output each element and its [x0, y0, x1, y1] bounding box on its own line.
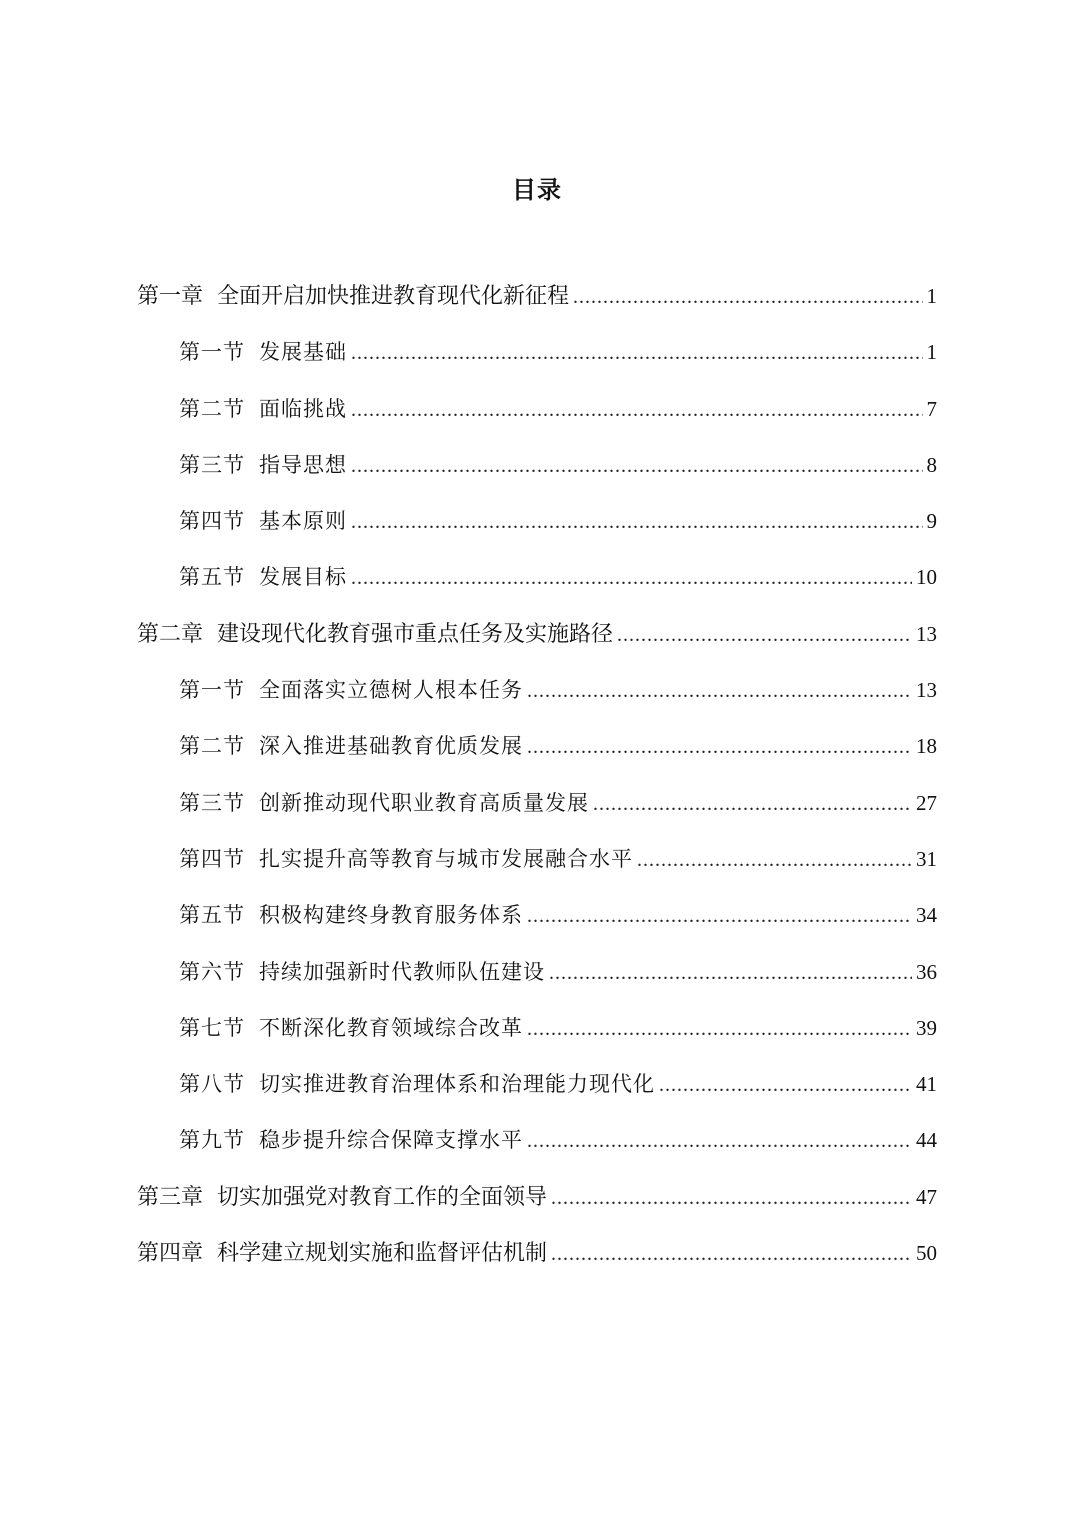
- dot-leader: [593, 776, 912, 831]
- entry-title: 不断深化教育领域综合改革: [259, 1015, 523, 1040]
- entry-number: 第三章: [137, 1184, 204, 1210]
- page-number: 1: [926, 284, 937, 308]
- dot-leader: [351, 550, 912, 605]
- toc-entry-section[interactable]: [137, 381, 937, 437]
- toc-entry-section[interactable]: [137, 493, 937, 549]
- entry-number: 第四节: [179, 846, 245, 871]
- toc-list: [137, 268, 937, 1281]
- page-number: 9: [926, 509, 937, 534]
- entry-number: 第五节: [179, 903, 245, 928]
- entry-title: 发展目标: [259, 565, 347, 590]
- page-number: 10: [916, 565, 937, 590]
- dot-leader: [551, 1170, 912, 1225]
- toc-entry-section[interactable]: [137, 775, 937, 831]
- toc-entry-section[interactable]: [137, 887, 937, 943]
- entry-title: 指导思想: [259, 452, 347, 477]
- page-number: 8: [926, 452, 937, 477]
- dot-leader: [351, 494, 923, 549]
- page-number: 41: [916, 1072, 937, 1097]
- dot-leader: [637, 832, 912, 887]
- entry-title: 发展基础: [259, 340, 347, 365]
- page-number: 13: [916, 621, 937, 646]
- entry-number: 第一节: [179, 340, 245, 365]
- entry-title: 切实加强党对教育工作的全面领导: [217, 1184, 548, 1210]
- page-number: 27: [916, 790, 937, 815]
- page-number: 44: [916, 1128, 937, 1153]
- entry-number: 第三节: [179, 452, 245, 477]
- entry-number: 第二节: [179, 396, 245, 421]
- entry-number: 第一节: [179, 678, 245, 703]
- toc-entry-section[interactable]: [137, 662, 937, 718]
- entry-number: 第一章: [137, 284, 204, 309]
- entry-number: 第九节: [179, 1128, 245, 1153]
- entry-title: 科学建立规划实施和监督评估机制: [217, 1241, 548, 1267]
- entry-number: 第五节: [179, 565, 245, 590]
- entry-title: 切实推进教育治理体系和治理能力现代化: [259, 1072, 655, 1097]
- toc-title: 目录: [512, 176, 562, 204]
- page-number: 50: [916, 1241, 937, 1266]
- entry-title: 面临挑战: [259, 396, 347, 421]
- toc-entry-section[interactable]: [137, 718, 937, 774]
- entry-title: 持续加强新时代教师队伍建设: [259, 959, 545, 984]
- entry-title: 积极构建终身教育服务体系: [259, 903, 523, 928]
- entry-title: 全面开启加快推进教育现代化新征程: [217, 284, 570, 309]
- toc-entry-chapter[interactable]: [137, 268, 937, 324]
- entry-title: 稳步提升综合保障支撑水平: [259, 1128, 523, 1153]
- dot-leader: [573, 269, 922, 324]
- toc-entry-section[interactable]: [137, 944, 937, 1000]
- entry-title: 深入推进基础教育优质发展: [259, 734, 523, 759]
- dot-leader: [527, 888, 912, 943]
- dot-leader: [527, 719, 912, 774]
- dot-leader: [527, 1001, 912, 1056]
- dot-leader: [351, 382, 923, 437]
- toc-entry-section[interactable]: [137, 549, 937, 605]
- entry-title: 创新推动现代职业教育高质量发展: [259, 790, 589, 815]
- dot-leader: [551, 1226, 912, 1281]
- page-number: 13: [916, 678, 937, 703]
- entry-title: 建设现代化教育强市重点任务及实施路径: [217, 621, 614, 647]
- page-number: 36: [916, 959, 937, 984]
- entry-number: 第四章: [137, 1241, 204, 1267]
- entry-number: 第二章: [137, 621, 204, 647]
- entry-number: 第四节: [179, 509, 245, 534]
- entry-title: 扎实提升高等教育与城市发展融合水平: [259, 846, 633, 871]
- dot-leader: [351, 325, 923, 380]
- page-number: 18: [916, 734, 937, 759]
- page-number: 47: [916, 1184, 937, 1209]
- entry-number: 第七节: [179, 1015, 245, 1040]
- dot-leader: [351, 438, 923, 493]
- dot-leader: [617, 607, 912, 662]
- entry-number: 第二节: [179, 734, 245, 759]
- page-number: 39: [916, 1015, 937, 1040]
- toc-entry-chapter[interactable]: [137, 1169, 937, 1225]
- toc-entry-chapter[interactable]: [137, 1225, 937, 1281]
- entry-title: 基本原则: [259, 509, 347, 534]
- dot-leader: [659, 1057, 912, 1112]
- entry-number: 第三节: [179, 790, 245, 815]
- dot-leader: [549, 945, 912, 1000]
- toc-entry-section[interactable]: [137, 1056, 937, 1112]
- toc-entry-section[interactable]: [137, 324, 937, 380]
- page-number: 31: [916, 846, 937, 871]
- dot-leader: [527, 663, 912, 718]
- toc-entry-section[interactable]: [137, 437, 937, 493]
- entry-title: 全面落实立德树人根本任务: [259, 678, 523, 703]
- toc-entry-chapter[interactable]: [137, 606, 937, 662]
- page-number: 7: [926, 396, 937, 421]
- toc-entry-section[interactable]: [137, 831, 937, 887]
- entry-number: 第六节: [179, 959, 245, 984]
- dot-leader: [527, 1113, 912, 1168]
- toc-entry-section[interactable]: [137, 1112, 937, 1168]
- entry-number: 第八节: [179, 1072, 245, 1097]
- page-number: 1: [926, 340, 937, 365]
- page-number: 34: [916, 903, 937, 928]
- toc-entry-section[interactable]: [137, 1000, 937, 1056]
